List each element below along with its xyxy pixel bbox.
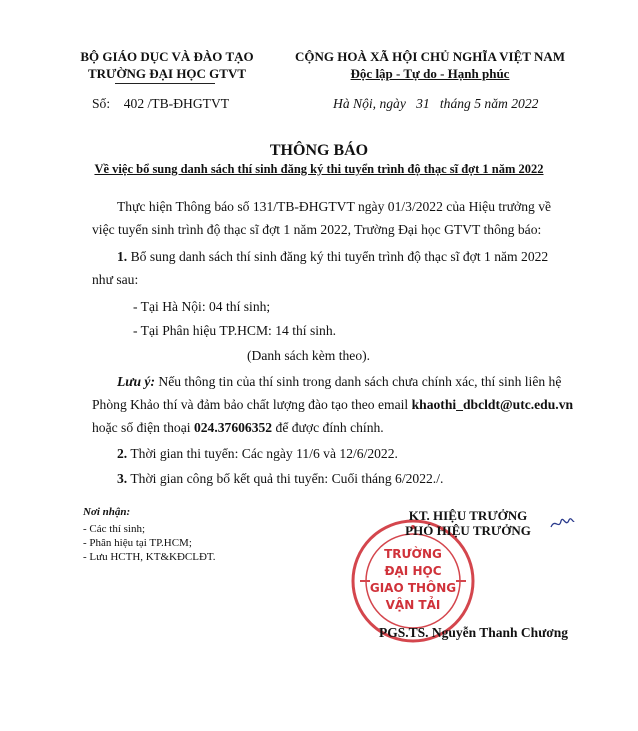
place-date: Hà Nội, ngày 31 tháng 5 năm 2022 [333,96,539,111]
note-line-3: hoặc số điện thoại 024.37606352 để được đính chính. [92,420,384,435]
signer-name: PGS.TS. Nguyễn Thanh Chương [379,625,569,640]
recipient-item: - Phân hiệu tại TP.HCM; [83,537,192,549]
stamp-text: ĐẠI HỌC [384,564,442,578]
item-2: 2. Thời gian thi tuyển: Các ngày 11/6 và 12/6/2022. [117,446,398,461]
contact-phone: 024.37606352 [193,420,273,435]
note-line-1: Lưu ý: Nếu thông tin của thí sinh trong danh sách chưa chính xác, thí sinh liên hệ [117,374,562,389]
attached-note: (Danh sách kèm theo). [247,348,371,363]
recipient-item: - Các thí sinh; [83,523,146,535]
intro-line-2: việc tuyển sinh trình độ thạc sĩ đợt 1 năm 2022, Trường Đại học GTVT thông báo: [92,222,542,237]
bullet-hcm: - Tại Phân hiệu TP.HCM: 14 thí sinh. [133,323,337,338]
item-1-line-2: như sau: [92,272,139,287]
bullet-hanoi: - Tại Hà Nội: 04 thí sinh; [133,299,271,314]
signature-title-1: KT. HIỆU TRƯỞNG [408,508,528,523]
stamp-text: TRƯỜNG [384,547,442,561]
intro-line-1: Thực hiện Thông báo số 131/TB-ĐHGTVT ngày 01/3/2022 của Hiệu trưởng về [117,199,552,214]
motto: Độc lập - Tự do - Hạnh phúc [350,66,510,81]
item-1: 1. Bổ sung danh sách thí sinh đăng ký thi tuyển trình độ thạc sĩ đợt 1 năm 2022 [117,249,549,264]
ministry-name: BỘ GIÁO DỤC VÀ ĐÀO TẠO [80,49,254,64]
country-name: CỘNG HOÀ XÃ HỘI CHỦ NGHĨA VIỆT NAM [294,49,566,64]
header-left-rule [115,83,215,84]
contact-email: khaothi_dbcldt@utc.edu.vn [411,397,574,412]
university-name: TRƯỜNG ĐẠI HỌC GTVT [87,66,247,81]
signature-title-2: PHÓ HIỆU TRƯỞNG [405,523,531,538]
page-title: THÔNG BÁO [269,142,369,159]
document-number: Số: 402 /TB-ĐHGTVT [92,96,230,111]
note-line-2: Phòng Khảo thí và đảm bảo chất lượng đào tạo theo email khaothi_dbcldt@utc.edu.vn [92,397,574,412]
recipient-item: - Lưu HCTH, KT&KĐCLĐT. [83,551,216,563]
stamp-text: VẬN TẢI [385,598,441,612]
subject-line: Về việc bổ sung danh sách thí sinh đăng ký thi tuyển trình độ thạc sĩ đợt 1 năm 2022 [94,162,544,176]
item-3: 3. Thời gian công bố kết quả thi tuyển: Cuối tháng 6/2022./. [117,471,444,486]
recipients-label: Nơi nhận: [83,506,131,518]
stamp-text: GIAO THÔNG [369,581,457,595]
handwritten-signature [548,512,576,534]
